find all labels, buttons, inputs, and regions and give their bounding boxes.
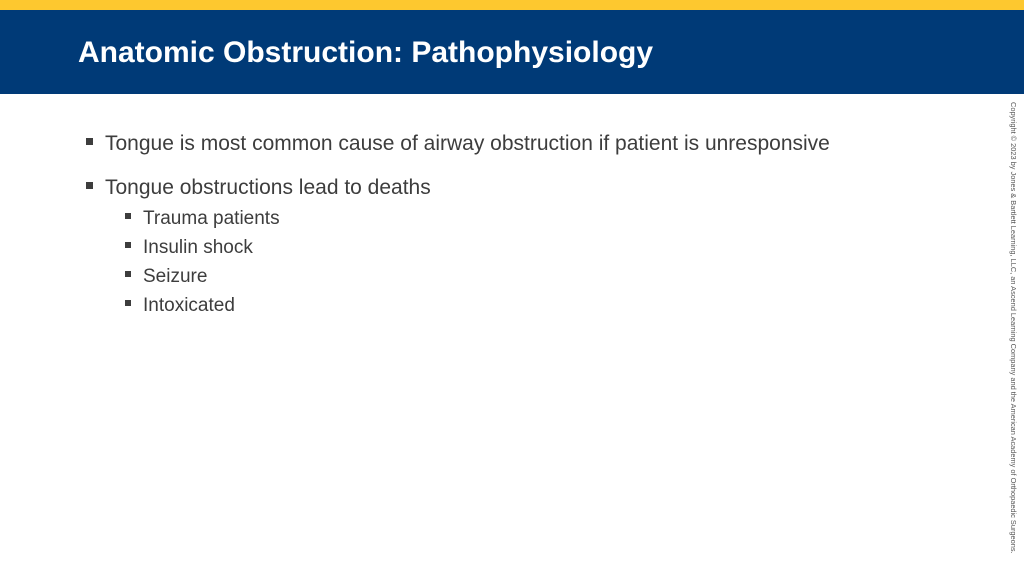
sub-bullet-item	[125, 204, 966, 233]
bullet-item	[86, 174, 966, 320]
square-bullet-icon	[125, 242, 131, 248]
square-bullet-icon	[86, 182, 93, 189]
sub-bullet-list	[105, 204, 966, 320]
sub-bullet-text: Seizure	[143, 266, 208, 287]
bullet-text: Tongue is most common cause of airway obstruction if patient is unresponsive	[105, 132, 830, 155]
square-bullet-icon	[125, 213, 131, 219]
sub-bullet-item	[125, 262, 966, 291]
square-bullet-icon	[125, 271, 131, 277]
sub-bullet-item	[125, 233, 966, 262]
accent-stripe	[0, 0, 1024, 10]
sub-bullet-item	[125, 291, 966, 320]
square-bullet-icon	[86, 138, 93, 145]
sub-bullet-text: Trauma patients	[143, 208, 280, 229]
copyright-notice: Copyright © 2023 by Jones & Bartlett Learning, LLC, an Ascend Learning Company and the American Academy of Orthopaedic Surgeons.	[1009, 102, 1018, 554]
square-bullet-icon	[125, 300, 131, 306]
bullet-list	[86, 130, 966, 336]
sub-bullet-text: Insulin shock	[143, 237, 253, 258]
bullet-text: Tongue obstructions lead to deaths	[105, 176, 431, 199]
slide-title: Anatomic Obstruction: Pathophysiology	[78, 36, 654, 69]
bullet-item	[86, 130, 966, 158]
sub-bullet-text: Intoxicated	[143, 295, 235, 316]
